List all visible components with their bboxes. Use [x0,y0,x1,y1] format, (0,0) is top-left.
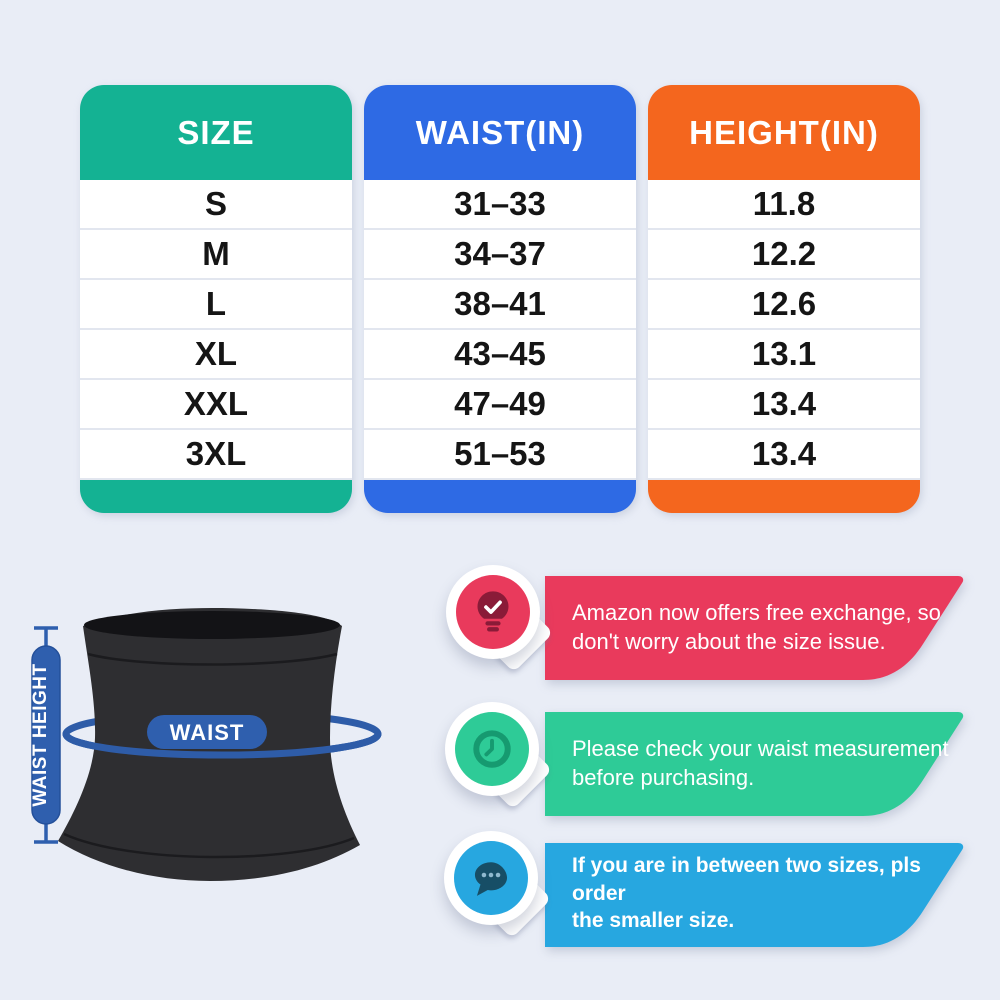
callout-line: the smaller size. [572,909,735,933]
callout-between-sizes-banner [545,843,965,947]
column-footer-waist [364,480,636,513]
height-cell: 12.6 [648,280,920,330]
waist-label: WAIST [169,720,245,745]
callout-measurement-text [572,734,964,792]
waist-height-label: WAIST HEIGHT [30,663,51,807]
waist-trainer-diagram [20,598,440,898]
size-cell: S [80,180,352,230]
chat-dots-icon [454,841,528,915]
column-footer-height [648,480,920,513]
callout-line: before purchasing. [572,764,755,790]
height-cell: 13.4 [648,430,920,480]
garment-opening [84,611,340,639]
waist-cell: 47–49 [364,380,636,430]
column-header-height: HEIGHT(IN) [648,85,920,180]
size-chart-column-waist [364,85,636,513]
size-chart-column-size [80,85,352,513]
waist-cell: 43–45 [364,330,636,380]
callout-measurement-banner [545,712,965,816]
lightbulb-check-icon [456,575,530,649]
waist-cell: 38–41 [364,280,636,330]
callout-exchange-banner [545,576,965,680]
callout-line: If you are in between two sizes, pls order [572,853,921,905]
callout-line: Amazon now offers free exchange, so [572,599,941,625]
callout-measurement-icon-ring [445,702,539,796]
height-cell: 11.8 [648,180,920,230]
height-cell: 13.4 [648,380,920,430]
callout-line: Please check your waist measurement [572,735,949,761]
clock-icon [455,712,529,786]
size-chart-column-height [648,85,920,513]
waist-cell: 31–33 [364,180,636,230]
size-cell: XXL [80,380,352,430]
callout-between-sizes-text [572,852,964,935]
size-cell: L [80,280,352,330]
size-cell: 3XL [80,430,352,480]
callout-between-sizes-icon-ring [444,831,538,925]
height-cell: 13.1 [648,330,920,380]
height-cell: 12.2 [648,230,920,280]
callout-exchange-icon-ring [446,565,540,659]
column-footer-size [80,480,352,513]
size-chart-table [80,85,920,513]
callout-list [440,560,1000,1000]
column-header-size: SIZE [80,85,352,180]
callout-exchange-text [572,598,964,656]
size-cell: XL [80,330,352,380]
waist-cell: 51–53 [364,430,636,480]
waist-cell: 34–37 [364,230,636,280]
callout-line: don't worry about the size issue. [572,628,886,654]
column-header-waist: WAIST(IN) [364,85,636,180]
waist-trainer-illustration [20,598,440,898]
size-cell: M [80,230,352,280]
